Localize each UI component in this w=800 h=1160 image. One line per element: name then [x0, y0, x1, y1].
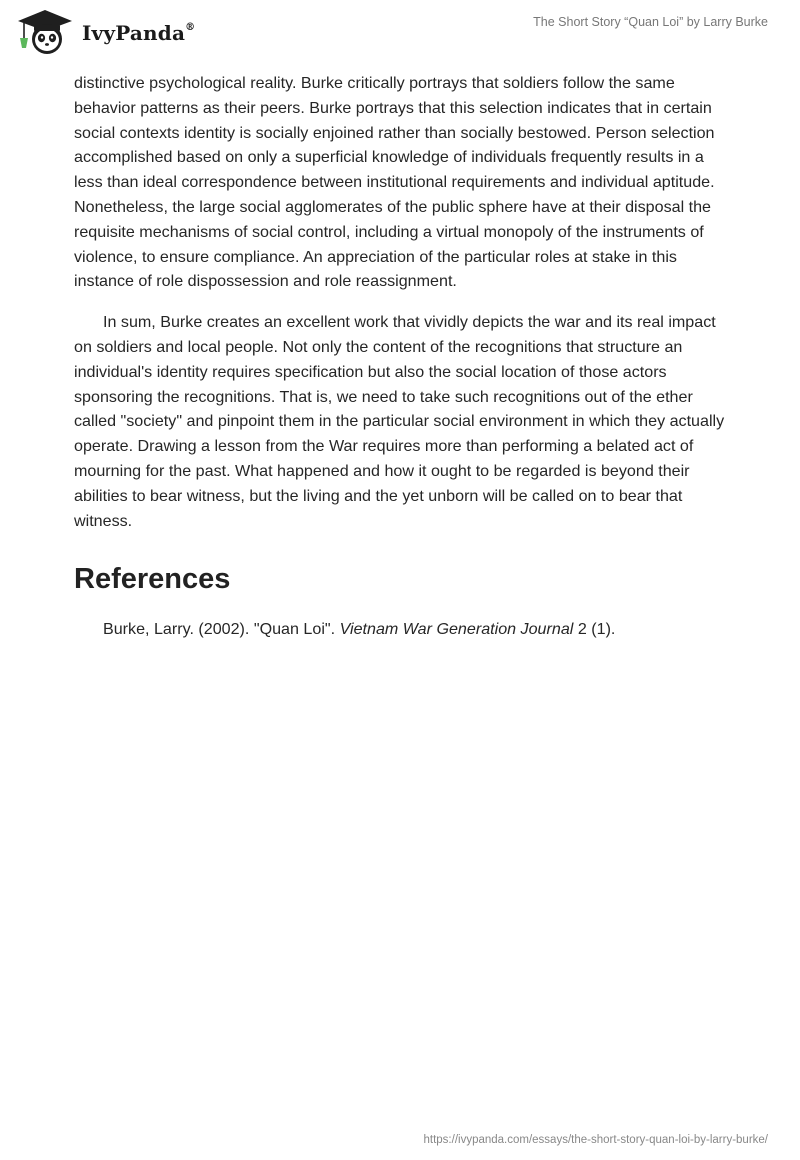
panda-graduation-cap-icon [14, 8, 76, 56]
source-url[interactable]: https://ivypanda.com/essays/the-short-story-quan-loi-by-larry-burke/ [423, 1134, 768, 1146]
reference-citation: Burke, Larry. (2002). "Quan Loi". [103, 620, 340, 639]
body-paragraph: In sum, Burke creates an excellent work that vividly depicts the war and its real impact on soldiers and local people. Not only the content of the recognitions that structure an individual's identity requires specification but also the social location of those actors sponsoring the recognitions. That is, we need to take such recognitions out of the ether called "society" and pinpoint them in the particular social environment in which they actually operate. Drawing a lesson from the War requires more than performing a belated act of mourning for the past. What happened and how it ought to be regarded is beyond their abilities to bear witness, but the living and the yet unborn will be called on to bear that witness. [74, 313, 725, 530]
ivypanda-logo[interactable] [14, 8, 195, 56]
essay-content [74, 71, 726, 641]
references-heading: References [74, 563, 231, 596]
page-header [0, 0, 800, 70]
reference-volume: 2 (1). [573, 620, 616, 639]
brand-name: IvyPanda® [82, 21, 196, 45]
document-title: The Short Story “Quan Loi” by Larry Burke [533, 15, 768, 29]
body-paragraph: distinctive psychological reality. Burke critically portrays that soldiers follow the same behavior patterns as their peers. Burke portrays that this selection indicates that in certain social contexts identity is socially enjoined rather than socially bestowed. Person selection accomplished based on only a superficial knowledge of individuals frequently results in a less than ideal correspondence between institutional requirements and individual aptitude. Nonetheless, the large social agglomerates of the public sphere have at their disposal the requisite mechanisms of social control, including a virtual monopoly of the instruments of violence, to ensure compliance. An appreciation of the particular roles at stake in this instance of role dispossession and role reassignment. [74, 74, 715, 291]
reference-journal: Vietnam War Generation Journal [339, 620, 574, 639]
reference-item [103, 617, 726, 641]
